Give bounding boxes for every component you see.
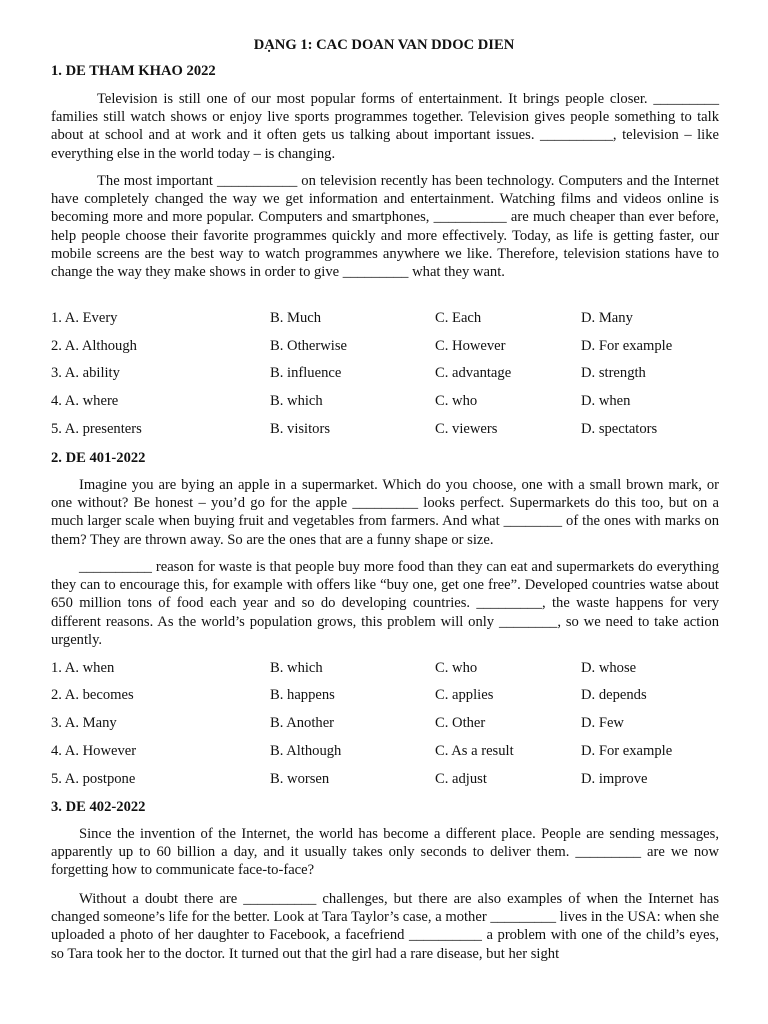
option-d: D. spectators: [581, 421, 658, 437]
section-heading: 2. DE 401-2022: [51, 450, 146, 466]
option-c: C. However: [435, 338, 506, 354]
option-c: C. Each: [435, 310, 482, 326]
passage-paragraph: Imagine you are bying an apple in a supermarket. Which do you choose, one with a small brown mark, or one without? Be honest – you’d go for the apple _________ looks perfect. Supermarkets do this too, but on a much larger scale when buying fruit and vegetables from farmers. And what ________ of the ones with marks on them? They are thrown away. So are the ones that are a funny shape or size.: [51, 477, 719, 548]
option-d: D. Many: [581, 310, 633, 326]
answer-options-row: [51, 420, 719, 438]
answer-options-row: [51, 309, 719, 327]
option-b: B. which: [270, 660, 323, 676]
option-d: D. Few: [581, 715, 624, 731]
section-heading: 3. DE 402-2022: [51, 799, 146, 815]
option-d: D. when: [581, 393, 631, 409]
option-c: C. who: [435, 660, 478, 676]
option-c: C. adjust: [435, 771, 487, 787]
answer-options-row: [51, 742, 719, 760]
option-d: D. depends: [581, 687, 647, 703]
option-a: 4. A. where: [51, 393, 119, 409]
option-b: B. worsen: [270, 771, 330, 787]
passage-paragraph: __________ reason for waste is that people buy more food than they can eat and supermarkets do everything they can to encourage this, for example with offers like “buy one, get one free”. Developed countries watse about 650 million tons of food each year and so do developing countries. _________, the waste happens for very different reasons. As the world’s population grows, this problem will only ________, so we need to take action urgently.: [51, 559, 719, 648]
passage-paragraph: The most important ___________ on television recently has been technology. Computers and the Internet have completely changed the way we get information and entertainment. Watching films and videos online is becoming more and more popular. Computers and smartphones, __________ are much cheaper than ever before, help people choose their favorite programmes quickly and more effectively. Today, as life is getting faster, our mobile screens are the best way to watch programmes anywhere we like. Therefore, television stations have to change the way they make shows in order to give _________ what they want.: [51, 173, 719, 281]
option-b: B. Although: [270, 743, 342, 759]
option-d: D. improve: [581, 771, 648, 787]
option-a: 1. A. when: [51, 660, 115, 676]
option-a: 4. A. However: [51, 743, 137, 759]
option-a: 3. A. Many: [51, 715, 117, 731]
answer-options-row: [51, 686, 719, 704]
option-a: 3. A. ability: [51, 365, 120, 381]
option-a: 5. A. postpone: [51, 771, 136, 787]
option-d: D. For example: [581, 743, 673, 759]
option-c: C. advantage: [435, 365, 512, 381]
option-a: 2. A. Although: [51, 338, 137, 354]
answer-options-row: [51, 770, 719, 788]
option-b: B. happens: [270, 687, 335, 703]
option-c: C. As a result: [435, 743, 514, 759]
answer-options-row: [51, 364, 719, 382]
option-b: B. influence: [270, 365, 342, 381]
option-c: C. who: [435, 393, 478, 409]
option-b: B. Another: [270, 715, 335, 731]
answer-options-row: [51, 714, 719, 732]
option-a: 1. A. Every: [51, 310, 118, 326]
option-d: D. strength: [581, 365, 646, 381]
option-d: D. whose: [581, 660, 637, 676]
option-c: C. viewers: [435, 421, 498, 437]
page-title: DẠNG 1: CAC DOAN VAN DDOC DIEN: [253, 37, 515, 53]
passage-paragraph: Since the invention of the Internet, the world has become a different place. People are sending messages, apparently up to 60 billion a day, and it usually takes only seconds to deliver them. _________ are we now forgetting how to communicate face-to-face?: [51, 826, 719, 879]
passage-paragraph: Television is still one of our most popular forms of entertainment. It brings people closer. _________ families still watch shows or enjoy live sports programmes together. Television gives people something to talk about at school and at work and it often gets us talking about important issues. __________, television – like everything else in the world today – is changing.: [51, 91, 719, 162]
option-b: B. Otherwise: [270, 338, 348, 354]
option-b: B. which: [270, 393, 323, 409]
answer-options-row: [51, 337, 719, 355]
option-c: C. Other: [435, 715, 486, 731]
option-a: 2. A. becomes: [51, 687, 134, 703]
option-d: D. For example: [581, 338, 673, 354]
option-b: B. Much: [270, 310, 322, 326]
option-b: B. visitors: [270, 421, 331, 437]
option-a: 5. A. presenters: [51, 421, 142, 437]
option-c: C. applies: [435, 687, 494, 703]
passage-paragraph: Without a doubt there are __________ challenges, but there are also examples of when the Internet has changed someone’s life for the better. Look at Tara Taylor’s case, a mother _________ lives in the USA: when she uploaded a photo of her daughter to Facebook, a facefriend __________ a problem with one of the child’s eyes, so Tara took her to the doctor. It turned out that the girl had a rare disease, but her sight: [51, 891, 719, 962]
section-heading: 1. DE THAM KHAO 2022: [51, 63, 216, 79]
answer-options-row: [51, 659, 719, 677]
answer-options-row: [51, 392, 719, 410]
